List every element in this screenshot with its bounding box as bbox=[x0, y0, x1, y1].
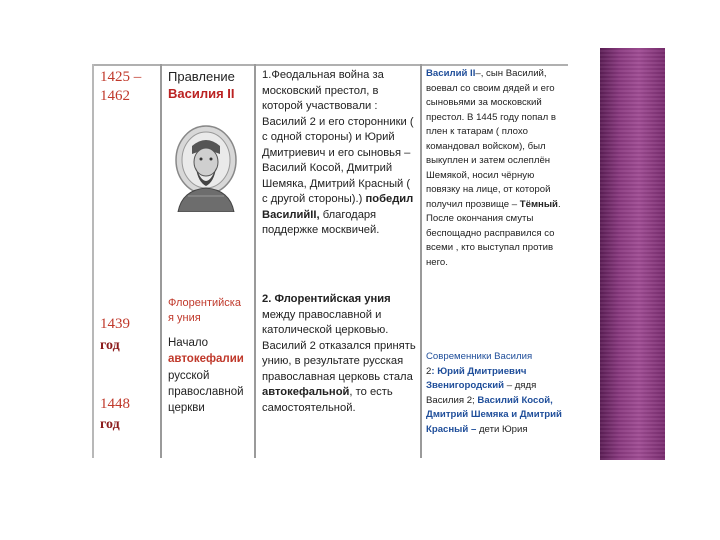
feudal-war-paragraph: 1.Феодальная война за московский престол, в которой участвовали : Василий 2 и его сторонники ( с одной стороны) и Юрий Дмитриевич и его сыновья – Василий Косой, Дмитрий Шемяка, Дмитрий Красный ( с другой стороны).) bbox=[262, 69, 414, 205]
yuri-relation: – дядя Василия 2; bbox=[426, 380, 537, 406]
yuri-dmitrievich-name: : Юрий Дмитриевич Звенигородский bbox=[426, 365, 527, 391]
russian-orthodox-church-label: русской православной церкви bbox=[168, 370, 244, 414]
dates-column bbox=[92, 64, 160, 458]
personalities-column bbox=[420, 64, 568, 458]
start-label: Начало bbox=[168, 337, 209, 349]
sons-names: Василий Косой, Дмитрий Шемяка и Дмитрий Красный – bbox=[426, 394, 562, 435]
year-1439: 1439 bbox=[100, 316, 130, 332]
victory-text: победил ВасилийII, bbox=[262, 193, 414, 221]
vasily-bio-paragraph: –, сын Василий, воевал со своим дядей и его сыновьями за московский престол. В 1445 году попал в плен к татарам ( плохо командовал войском), был выкуплен и затем ослеплён Шемякой, носил чёрную повязку на лице, от которой получил прозвище – bbox=[426, 68, 556, 210]
autocephalous-text: автокефальной bbox=[262, 386, 350, 398]
year-1439-god: год bbox=[100, 338, 120, 353]
ruler-name: Василия II bbox=[168, 86, 235, 101]
nickname-dark: Тёмный bbox=[519, 198, 558, 210]
vasily-bio-text bbox=[426, 67, 568, 270]
description-column bbox=[254, 64, 420, 458]
events-column bbox=[160, 64, 254, 458]
florence-union-heading: 2. Флорентийская уния bbox=[262, 293, 391, 305]
florence-union-label: Флорентийска я уния bbox=[168, 297, 241, 324]
vasily-bio-end: . После окончания смуты беспощадно расправился со всеми , кто выступал против него. bbox=[426, 198, 561, 268]
contemporaries-text bbox=[426, 350, 568, 437]
history-table bbox=[92, 64, 568, 458]
independent-text: , то есть самостоятельной. bbox=[262, 386, 393, 414]
year-1448: 1448 bbox=[100, 396, 130, 412]
victory-reason-text: благодаря поддержке москвичей. bbox=[262, 208, 380, 236]
decorative-purple-bar bbox=[600, 48, 665, 460]
year-1448-god: год bbox=[100, 417, 120, 432]
sons-relation: дети Юрия bbox=[478, 423, 528, 435]
vasily-ii-portrait bbox=[170, 124, 242, 212]
feudal-war-text bbox=[262, 68, 416, 239]
contemporaries-num: 2 bbox=[426, 365, 432, 377]
contemporaries-heading: Современники Василия bbox=[426, 351, 533, 362]
florence-union-text bbox=[262, 292, 416, 416]
reign-title: Правление bbox=[168, 69, 235, 84]
vasily-ii-name: Василий II bbox=[426, 68, 476, 79]
reign-years: 1425 – 1462 bbox=[100, 69, 142, 104]
florence-union-paragraph: между православной и католической церковью. Василий 2 отказался принять унию, в результате русская православная церковь стала bbox=[262, 308, 416, 383]
autocephaly-label: автокефалии bbox=[168, 353, 244, 365]
